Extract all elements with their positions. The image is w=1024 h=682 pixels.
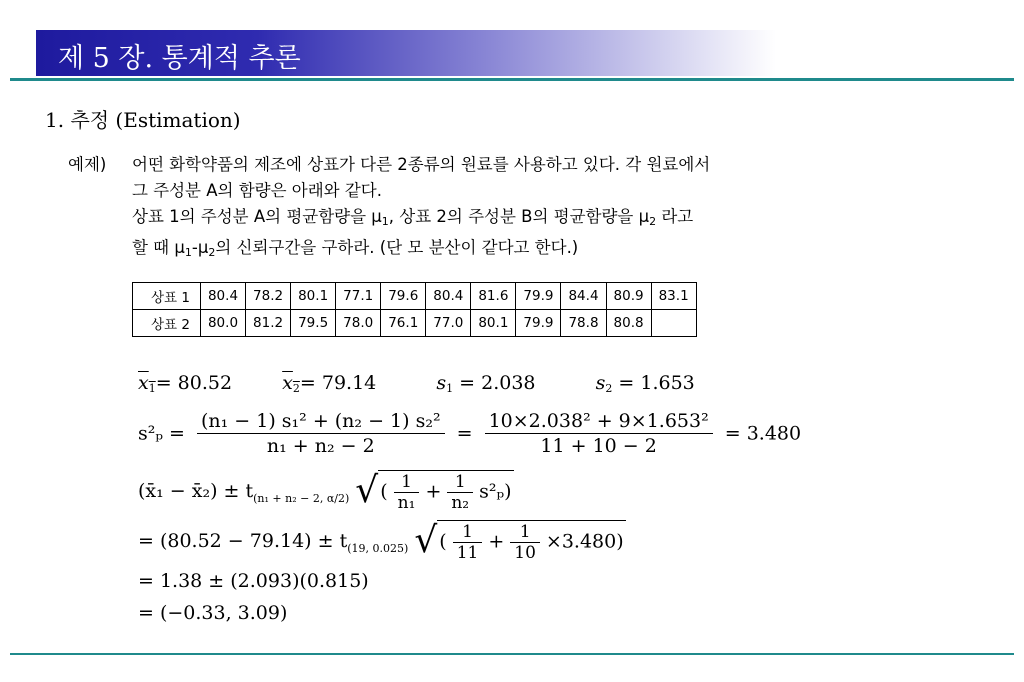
problem-line: 할 때 $\mu_1-\mu_2$의 신뢰구간을 구하라. (단 모 분산이 같다고 한다.)	[132, 238, 579, 259]
row-label: 상표 2	[133, 310, 201, 337]
table-cell: 80.8	[606, 310, 651, 337]
confidence-interval-formula: (x̄₁ − x̄₂) ± $t_{(n_1 + n_2 - 2, \alpha/2)}$ √ ( $\frac{1}{\text{n₁}}$ + $\frac{1}{\text{n₂}}$ s²ₚ)	[138, 470, 512, 513]
table-cell: 78.0	[336, 310, 381, 337]
footer-divider	[10, 653, 1014, 655]
section-heading: 1. 추정 (Estimation)	[45, 108, 241, 132]
data-table	[132, 282, 697, 337]
table-cell	[651, 310, 696, 337]
table-cell: 79.9	[516, 283, 561, 310]
table-cell: 80.4	[200, 283, 245, 310]
problem-text	[132, 152, 710, 266]
table-cell: 80.1	[471, 310, 516, 337]
table-cell: 78.8	[561, 310, 606, 337]
table-cell: 81.6	[471, 283, 516, 310]
table-row	[133, 310, 697, 337]
table-cell: 80.1	[291, 283, 336, 310]
table-cell: 78.2	[246, 283, 291, 310]
chapter-title: 제 5 장. 통계적 추론	[58, 43, 301, 74]
table-cell: 83.1	[651, 283, 696, 310]
header-divider	[10, 78, 1014, 81]
table-cell: 77.0	[426, 310, 471, 337]
table-cell: 76.1	[381, 310, 426, 337]
pooled-variance-formula: s²ₚ = $\frac{\text{(n₁ − 1) s₁² + (n₂ − 1) s₂²}}{\text{n₁ + n₂ − 2}}$ = $\frac{\text{10×2.038² + 9×1.653²}}{11 + 10 - 2}$ = 3.480	[138, 410, 802, 457]
table-cell: 79.6	[381, 283, 426, 310]
row-label: 상표 1	[133, 283, 201, 310]
table-cell: 80.4	[426, 283, 471, 310]
problem-line: 어떤 화학약품의 제조에 상표가 다른 2종류의 원료를 사용하고 있다. 각 원료에서	[132, 155, 711, 174]
title-bar	[36, 30, 776, 76]
table-cell: 84.4	[561, 283, 606, 310]
table-cell: 77.1	[336, 283, 381, 310]
table-row	[133, 283, 697, 310]
sample-statistics: $x_1= 80.52$ $x_2= 79.14$ $s_1 = 2.038$ $s_2 = 1.653$	[138, 372, 695, 395]
final-interval: = (−0.33, 3.09)	[138, 602, 288, 624]
substituted-formula: = $(80.52 - 79.14) \pm t_{(19, 0.025)}$ √ ( $\frac{1}{11}$ + $\frac{1}{10}$ ×3.480)	[138, 520, 624, 563]
table-cell: 79.9	[516, 310, 561, 337]
table-cell: 79.5	[291, 310, 336, 337]
table-cell: 80.0	[200, 310, 245, 337]
problem-line: 상표 1의 주성분 A의 평균함량을 $\mu_1$, 상표 2의 주성분 B의 평균함량을 $\mu_2$ 라고	[132, 207, 694, 228]
table-cell: 80.9	[606, 283, 651, 310]
table-cell: 81.2	[246, 310, 291, 337]
computed-interval: = 1.38 ± (2.093)(0.815)	[138, 570, 369, 592]
problem-line: 그 주성분 A의 함량은 아래와 같다.	[132, 181, 382, 200]
example-label: 예제)	[68, 155, 107, 174]
